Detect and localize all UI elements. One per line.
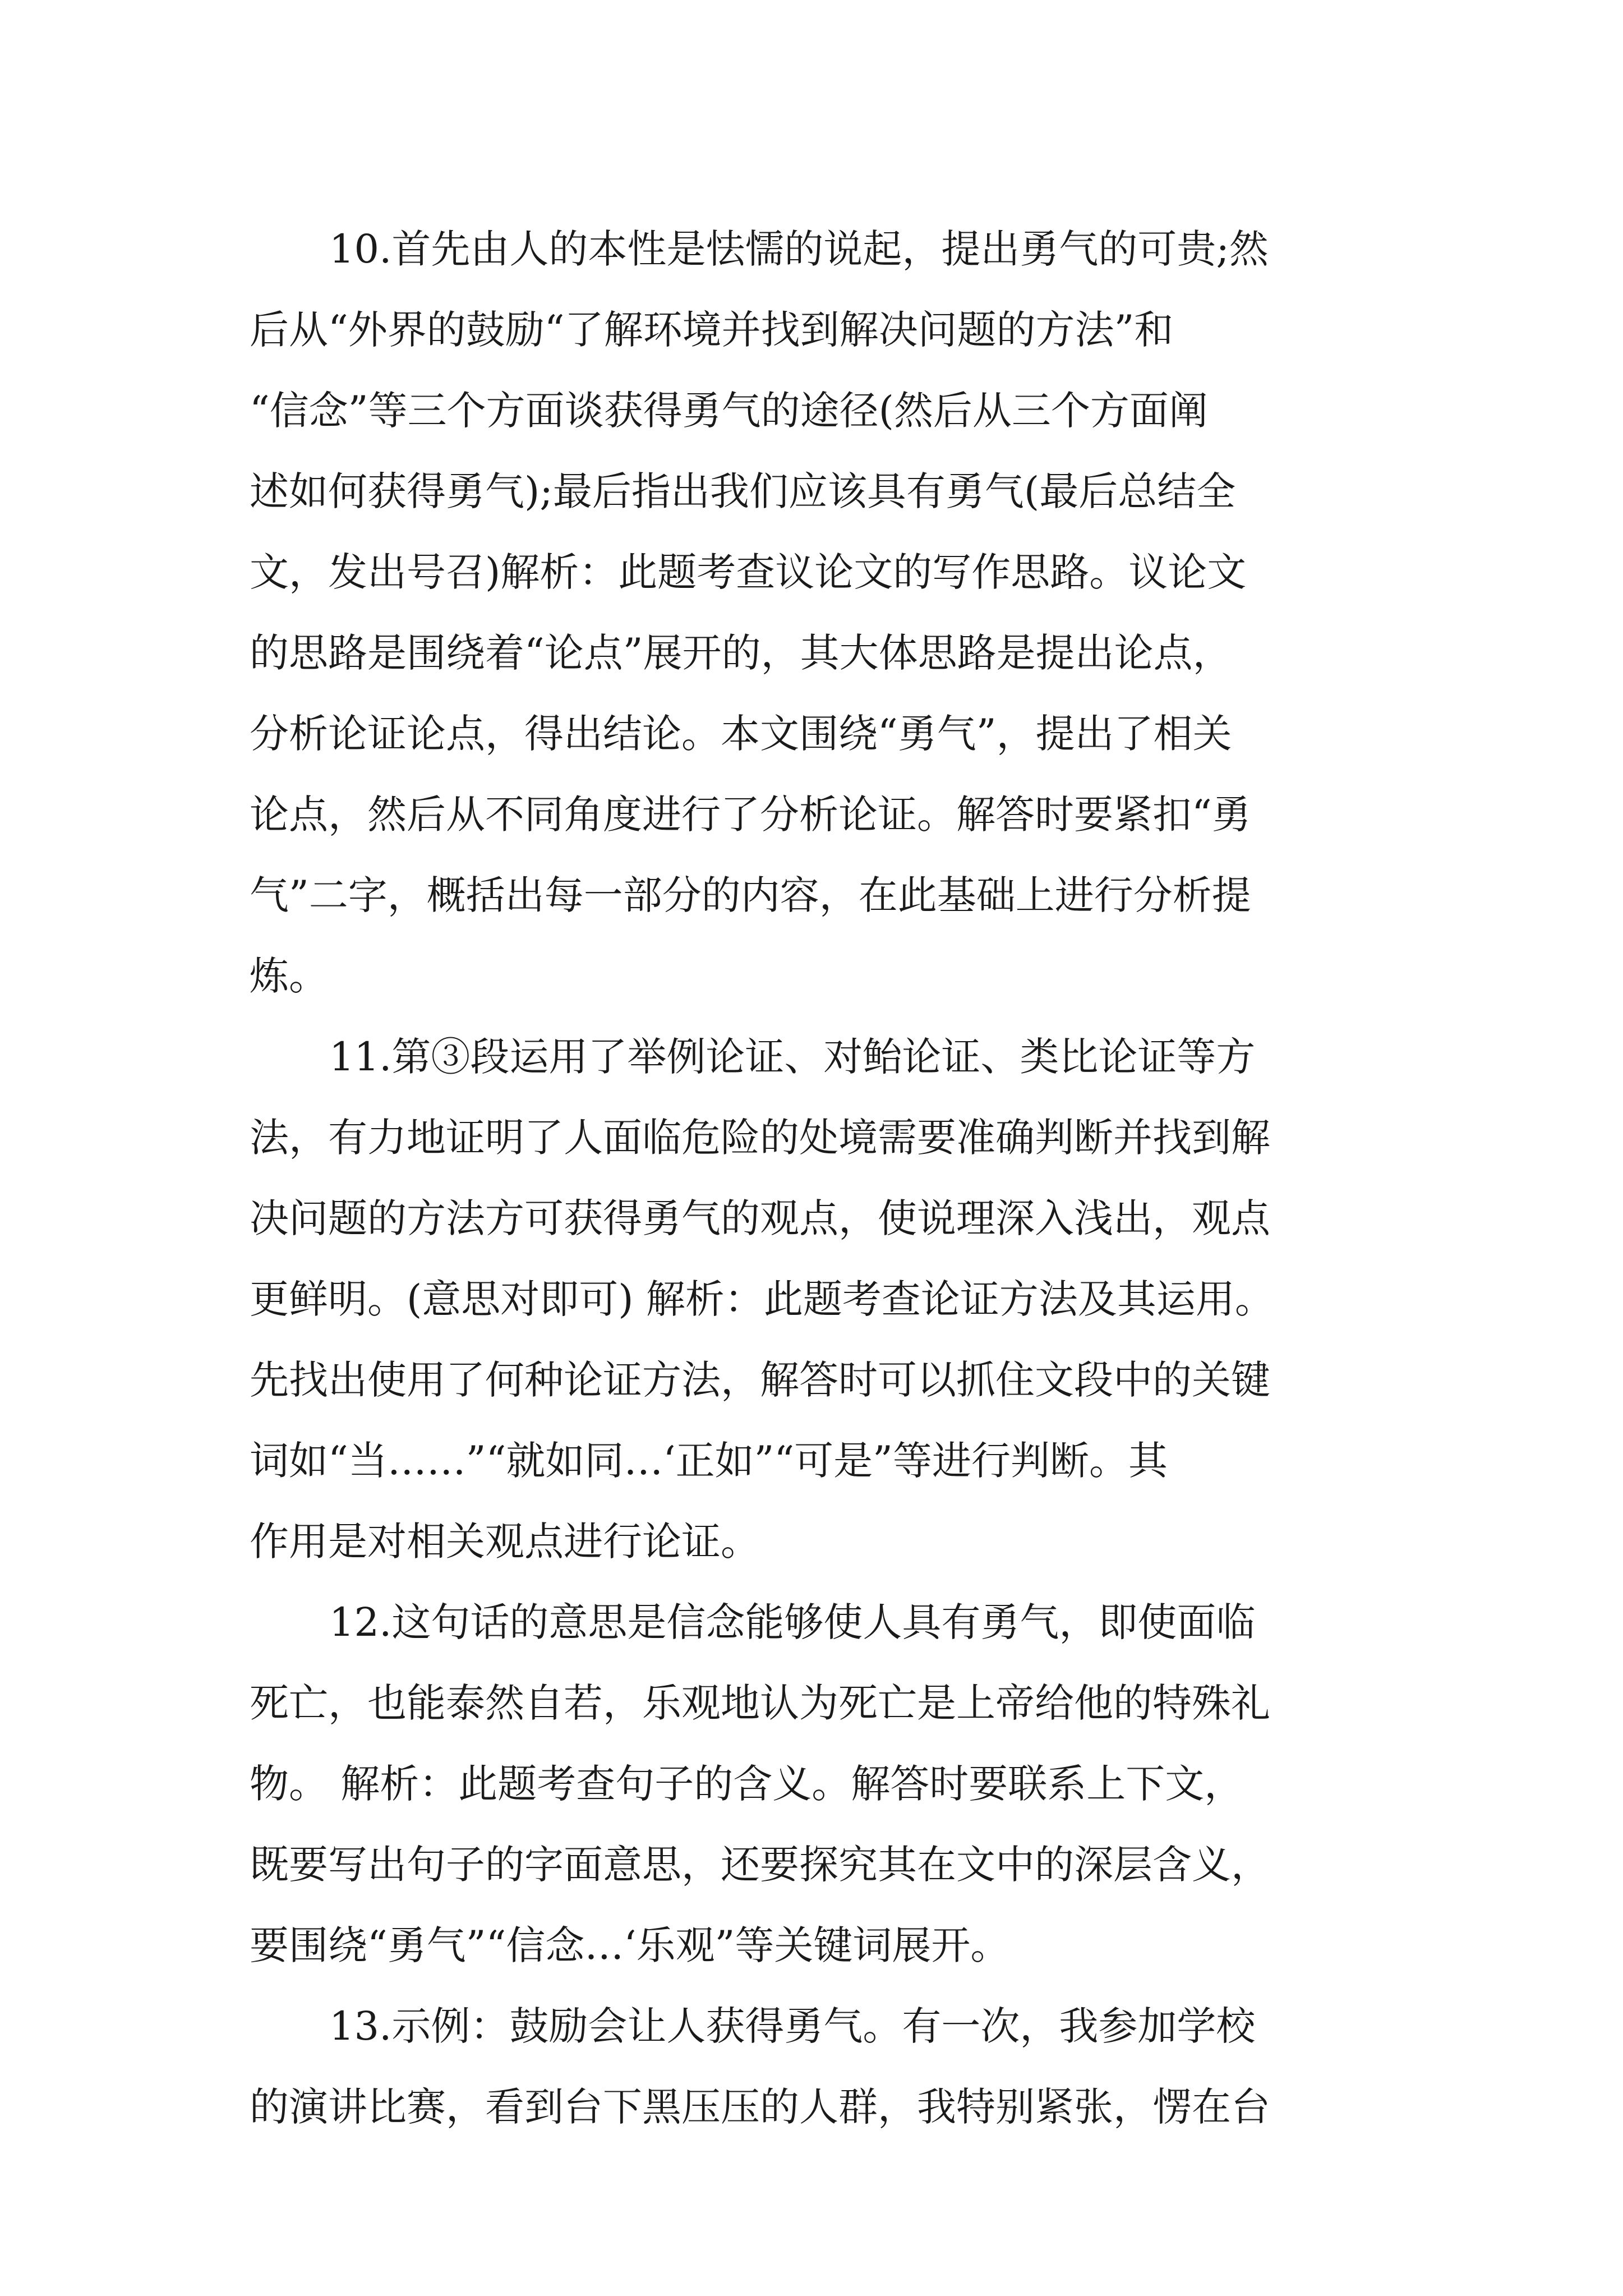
answer-text-body — [250, 209, 1377, 2147]
paragraph-10-line: 气”二字，概括出每一部分的内容，在此基础上进行分析提 — [250, 872, 1251, 918]
paragraph-10-line: “信念”等三个方面谈获得勇气的途径(然后从三个方面阐 — [250, 388, 1208, 434]
paragraph-12-line: 既要写出句子的字面意思，还要探究其在文中的深层含义， — [250, 1842, 1270, 1888]
paragraph-10-line: 分析论证论点，得出结论。本文围绕“勇气”，提出了相关 — [250, 711, 1232, 757]
paragraph-10-line: 述如何获得勇气);最后指出我们应该具有勇气(最后总结全 — [250, 468, 1236, 514]
paragraph-12-line: 物。 解析：此题考查句子的含义。解答时要联系上下文， — [250, 1761, 1244, 1807]
paragraph-10-line: 文，发出号召)解析：此题考查议论文的写作思路。议论文 — [250, 549, 1247, 595]
paragraph-10-line: 10.首先由人的本性是怯懦的说起，提出勇气的可贵;然 — [329, 226, 1269, 272]
paragraph-10-line: 论点，然后从不同角度进行了分析论证。解答时要紧扣“勇 — [250, 792, 1251, 838]
paragraph-12-line: 死亡，也能泰然自若，乐观地认为死亡是上帝给他的特殊礼 — [250, 1680, 1270, 1726]
paragraph-11-line: 法，有力地证明了人面临危险的处境需要准确判断并找到解 — [250, 1115, 1270, 1161]
paragraph-11-line: 先找出使用了何种论证方法，解答时可以抓住文段中的关键 — [250, 1357, 1270, 1403]
paragraph-10-line: 后从“外界的鼓励“了解环境并找到解决问题的方法”和 — [250, 307, 1174, 353]
paragraph-10-line: 炼。 — [250, 953, 328, 999]
paragraph-13-line: 13.示例：鼓励会让人获得勇气。有一次，我参加学校 — [329, 2003, 1256, 2049]
paragraph-11-line: 11.第③段运用了举例论证、对鲐论证、类比论证等方 — [329, 1034, 1256, 1080]
paragraph-11-line: 作用是对相关观点进行论证。 — [250, 1519, 760, 1565]
paragraph-13-line: 的演讲比赛，看到台下黑压压的人群，我特别紧张，愣在台 — [250, 2084, 1270, 2130]
paragraph-11-line: 决问题的方法方可获得勇气的观点，使说理深入浅出，观点 — [250, 1195, 1270, 1241]
paragraph-11-line: 更鲜明。(意思对即可) 解析：此题考查论证方法及其运用。 — [250, 1276, 1274, 1322]
paragraph-11-line: 词如“当……”“就如同…‘正如”“可是”等进行判断。其 — [250, 1438, 1168, 1484]
paragraph-12-line: 12.这句话的意思是信念能够使人具有勇气，即使面临 — [329, 1599, 1256, 1645]
paragraph-12-line: 要围绕“勇气”“信念…‘乐观”等关键词展开。 — [250, 1922, 1010, 1968]
paragraph-10-line: 的思路是围绕着“论点”展开的，其大体思路是提出论点， — [250, 630, 1232, 676]
